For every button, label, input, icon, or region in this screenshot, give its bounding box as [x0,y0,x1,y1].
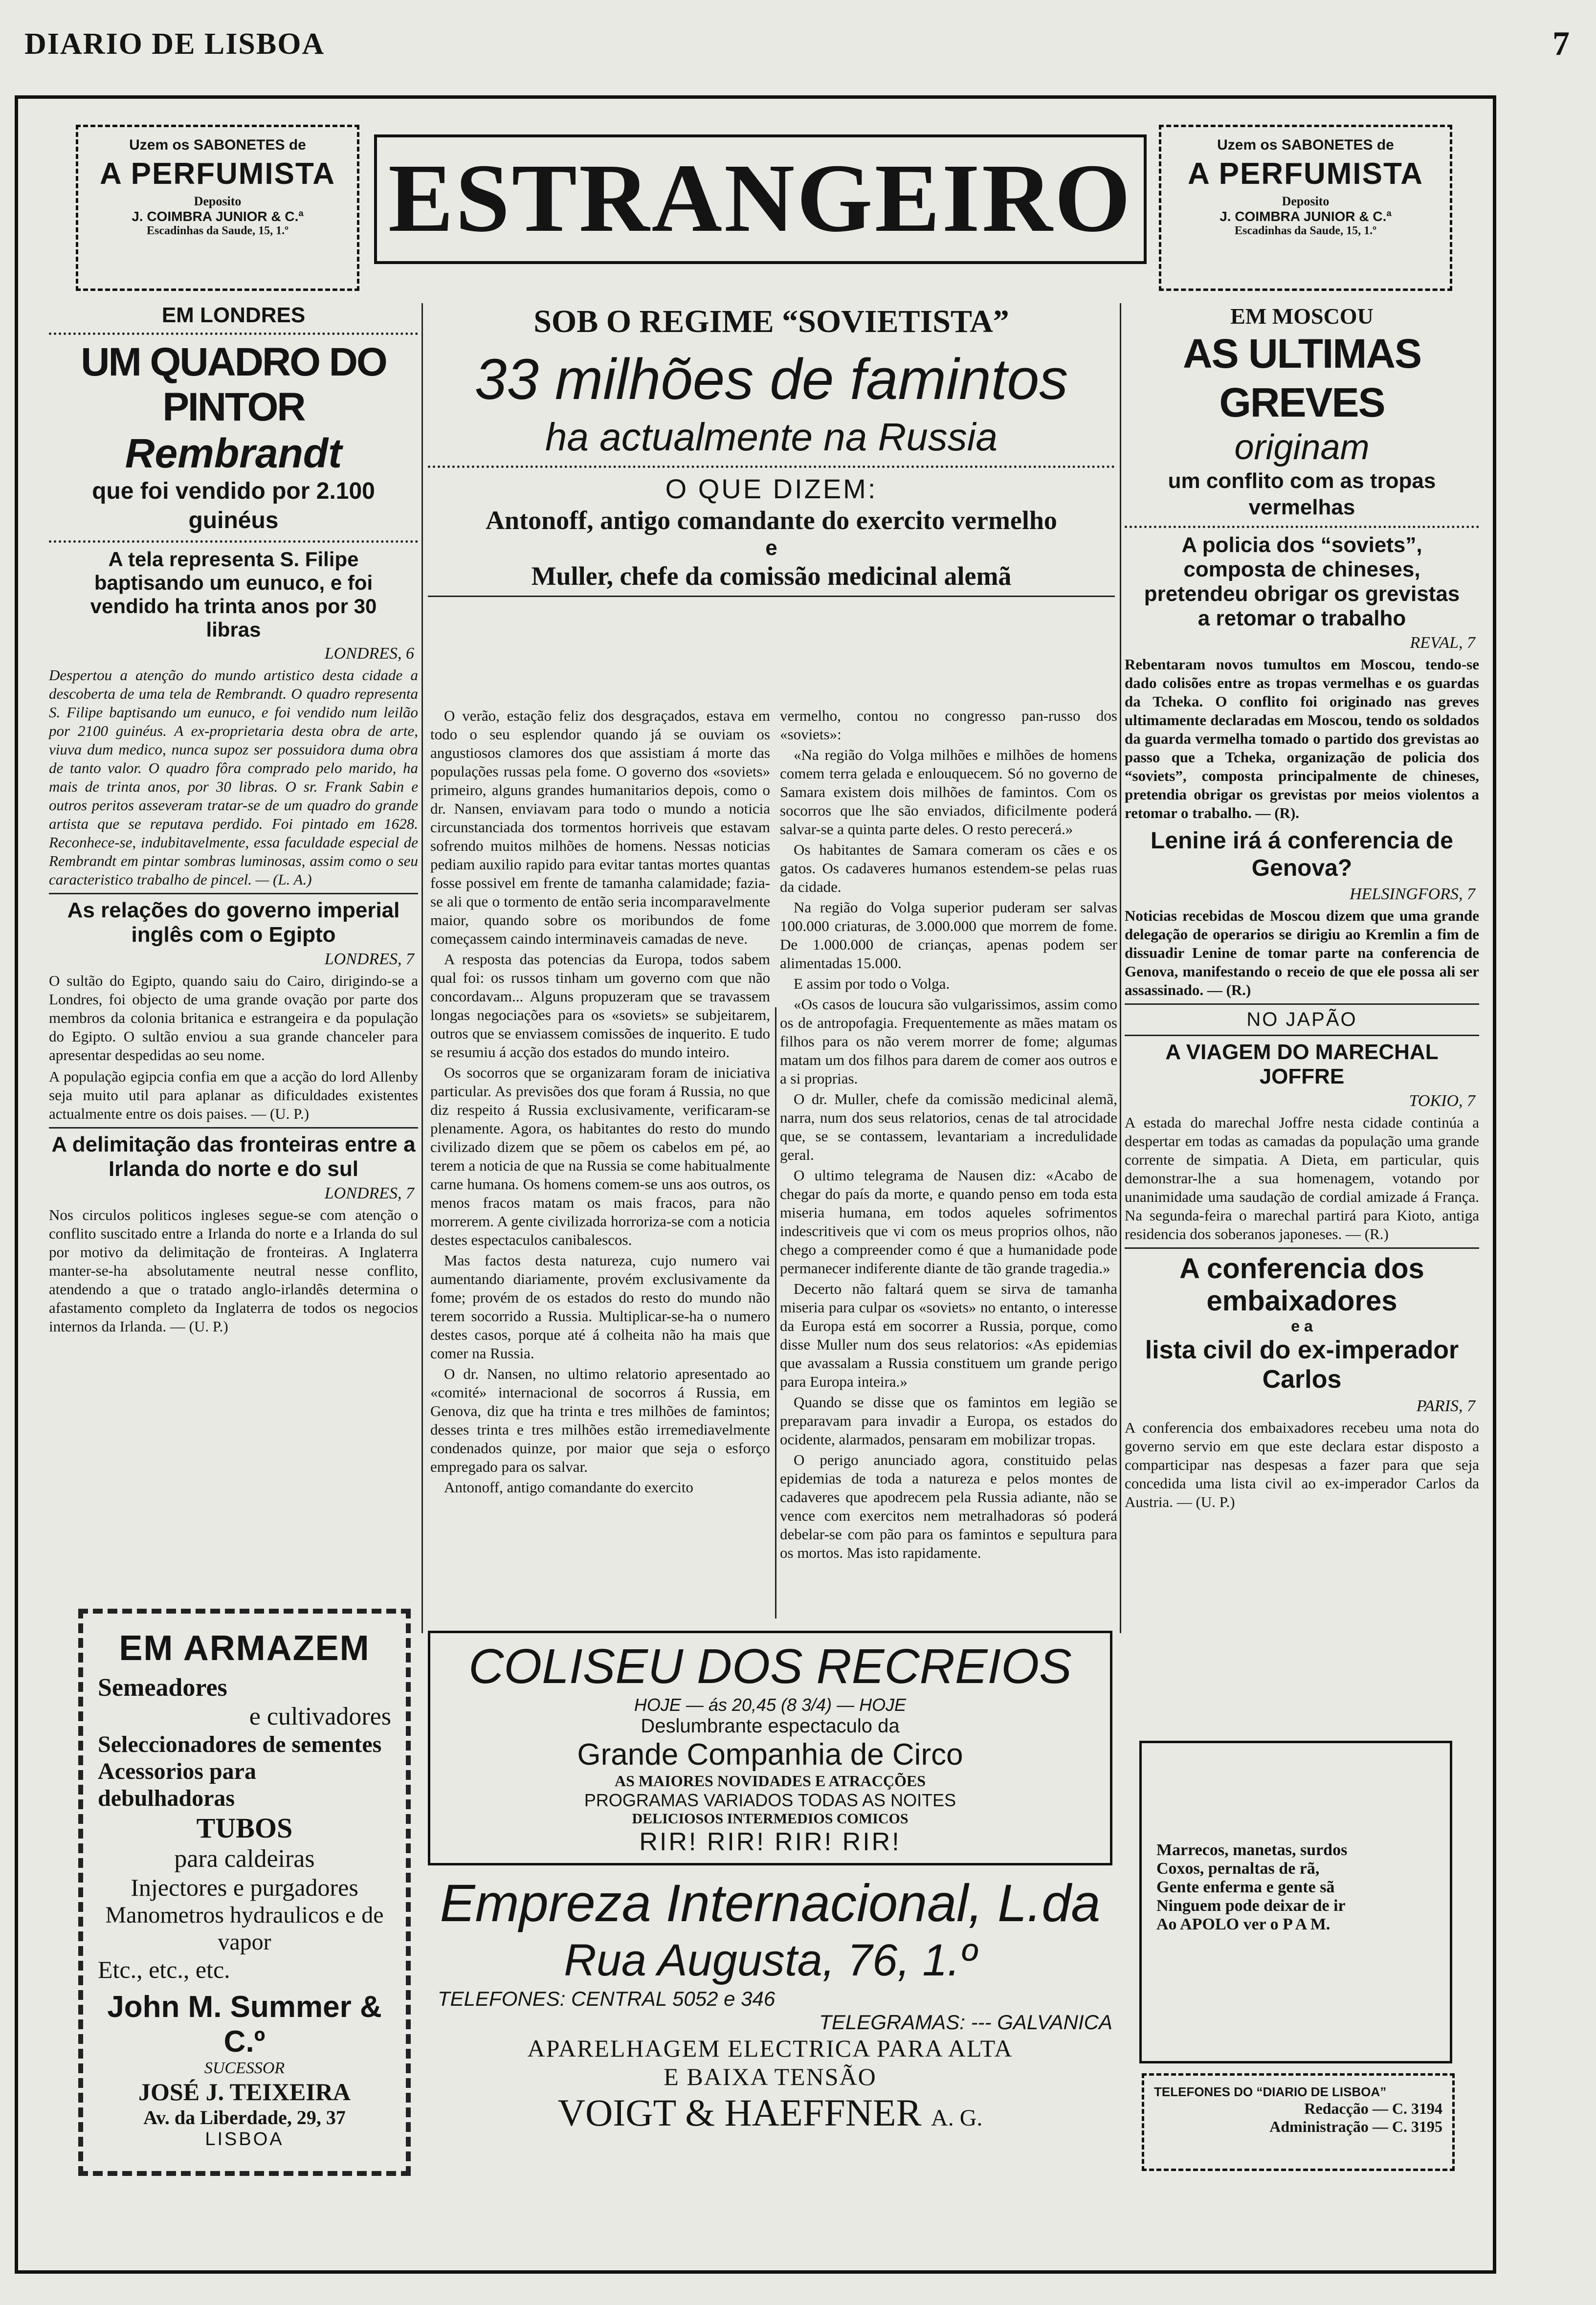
ad-line: para caldeiras [174,1845,315,1873]
ad-line: e cultivadores [249,1703,391,1730]
paragraph: Na região do Volga superior puderam ser salvas 100.000 criaturas, de 3.000.000 que morrem de fome. De 1.000.000 de crianças, apenas podem ser alimentadas 15.000. [780,899,1117,972]
section-title-box [374,134,1147,264]
ad-line: Acessorios para debulhadoras [98,1758,256,1811]
apolo-ad [1139,1741,1452,2063]
ad-line: E BAIXA TENSÃO [664,2063,877,2090]
dateline: HELSINGFORS, 7 [1350,885,1475,903]
article-body: A conferencia dos embaixadores recebeu uma nota do governo servio em que este declara estar disposto a comparticipar nas despesas a fazer para que seja concedida uma lista civil ao ex-imperador Carlos da Austria. — (U. P.) [1125,1419,1479,1510]
dateline: TOKIO, 7 [1409,1092,1475,1110]
headline: lista civil do ex-imperador Carlos [1145,1336,1459,1394]
ad-line: Av. da Liberdade, 29, 37 [143,2106,346,2128]
ad-line: Gente enferma e gente sã [1156,1878,1335,1896]
ad-line: JOSÉ J. TEIXEIRA [138,2078,351,2106]
paragraph: O verão, estação feliz dos desgraçados, estava em todo o seu esplendor quando já se ouviam os angustiosos clamores dos que assistiam á morte das populações russas pela fome. O governo dos «soviets» primeiro, alguns grandes humanitarios depois, como o dr. Nansen, enviavam para todo o mundo a noticia circunstanciada dos tormentos horriveis que estavam sofrendo muitos milhões de homens. Nessas noticias pediam auxilio rapido para evitar tantas mortes quantas fosse possivel em frente de tamanha calamidade; fazia-se ali que o tormento de então seria incomparavelmente maior, quando sobre os moribundos de fome começassem caindo interminaveis camadas de neve. [430,707,770,947]
ad-line: Ninguem pode deixar de ir [1156,1897,1346,1915]
empreza-ad [428,1873,1112,2186]
paragraph: O ultimo telegrama de Nausen diz: «Acabo de chegar do país da morte, e quando penso em toda esta miseria humana, em todos aqueles sofrimentos indescritiveis que vi com os meus proprios olhos, não chego a compreender como é que a humanidade pode permanecer indiferente diante de tão grande tragedia.» [780,1167,1117,1277]
ad-line: AS MAIORES NOVIDADES E ATRACÇÕES [615,1772,926,1790]
paragraph: Os socorros que se organizaram foram de iniciativa particular. As previsões dos que foram á Russia, no que diz respeito á Russia exclusivamente, verificaram-se plenamente. Agora, os habitantes do resto do mundo civilizado dizem que se põem os cabelos em pé, ao terem a noticia de que na Russia se come habitualmente carne humana. Os homens comem-se uns aos outros, os menos fracos matam os mais fracos, para não morrerem. A gente civilizada horroriza-se com a noticia destes espectaculos canibalescos. [430,1064,770,1248]
paragraph: E assim por todo o Volga. [794,975,950,992]
ad-line: TUBOS [196,1812,293,1844]
paragraph: O dr. Nansen, no ultimo relatorio apresentado ao «comité» internacional de socorros á Russia, em Genova, diz que ha trinta e tres milhões de famintos; desses trinta e tres milhões estão irremediavelmente condenados quinze, por maior que seja o esforço empregado para os salvar. [430,1365,770,1475]
ad-line: Uzem os SABONETES de [129,137,306,153]
dateline: LONDRES, 7 [324,950,414,968]
headline: um conflito com as tropas vermelhas [1168,469,1436,519]
center-article-col2 [780,707,1117,1564]
article-body: Despertou a atenção do mundo artistico desta cidade a descoberta de uma tela de Rembrandt. O quadro representa S. Filipe baptisando um eunuco, e foi vendido num leilão por 2100 guinéus. A ex-proprietaria desta obra de arte, viuva dum medico, nunca supoz ser possuidora duma obra de tanto valor. O quadro fôra comprado pelo marido, ha mais de trinta anos, por 30 libras. O sr. Frank Sabin e outros peritos asseveram tratar-se de um quadro do grande artista que se reputava perdido. Foi pintado em 1628. Reconhece-se, indubitavelmente, essa faculdade especial de Rembrandt em pintar sombras luminosas, assim como o seu caracteristico trabalho de pincel. — (L. A.) [49,666,418,888]
paragraph: A resposta das potencias da Europa, todos sabem qual foi: os russos tinham um governo com que não concordavam... Alguns propuzeram que se travassem longas negociações para os «soviets» se subjeitarem, outros que se enviassem comissões de inquerito. E tudo se resumiu á acção dos estados do mundo inteiro. [430,951,770,1061]
ad-line: APARELHAGEM ELECTRICA PARA ALTA [527,2035,1013,2062]
headline: que foi vendido por 2.100 guinéus [92,478,375,533]
main-headline: 33 milhões de famintos [474,347,1068,412]
ad-title: EM ARMAZEM [119,1629,370,1668]
ad-line: Seleccionadores de sementes [98,1731,382,1757]
dateline: PARIS, 7 [1416,1397,1475,1415]
left-column [49,303,418,1336]
ad-brand: VOIGT & HAEFFNER [557,2091,922,2134]
perfumista-ad-right [1159,125,1452,291]
headline: As relações do governo imperial inglês com o Egipto [67,898,400,947]
ad-line: LISBOA [205,2129,284,2150]
headline: Lenine irá á conferencia de Genova? [1151,828,1453,881]
headline: originam [1234,428,1370,467]
paragraph: O perigo anunciado agora, constituido pelas epidemias de toda a natureza e pelos montes de cadaveres que apodrecem pela Russia adiante, não se vence com exercitos nem metralhadoras só poderá debelar-se com pão para os famintos e sepultura para os mortos. Mas isto rapidamente. [780,1451,1117,1561]
article-body: Rebentaram novos tumultos em Moscou, tendo-se dado colisões entre as tropas vermelhas e os guardas da Tcheka. O conflito foi originado nas greves ultimamente declaradas em Moscou, tendo os soldados da guarda vermelha tomado o partido dos grevistas ao passo que a Tcheka, organização de policia dos “soviets”, composta principalmente de chineses, pretendia obrigar os grevistas por meios violentos a retomar o trabalho. — (R). [1125,656,1479,821]
deck: Antonoff, antigo comandante do exercito vermelho [486,506,1057,535]
ad-line: Marrecos, manetas, surdos [1156,1841,1348,1859]
paragraph: «Os casos de loucura são vulgarissimos, assim como os de antropofagia. Frequentemente as mães matam os filhos para os não verem morrer de fome; algumas matam um dos filhos para darem de comer aos outros e a si proprias. [780,996,1117,1087]
deck-and: e [765,536,777,560]
paragraph: «Na região do Volga milhões e milhões de homens comem terra gelada e enlouquecem. Só no governo de Samara existem dois milhões de famintos. Com os socorros que lhe são enviados, dificilmente poderá salvar-se a quinta parte deles. O resto perecerá.» [780,746,1117,838]
ad-line: Escadinhas da Saude, 15, 1.º [1234,224,1376,237]
ad-line: PROGRAMAS VARIADOS TODAS AS NOITES [584,1790,956,1810]
masthead-paper-name: DIARIO DE LISBOA [24,27,325,61]
kicker: EM LONDRES [161,303,306,327]
article-body: A estada do marechal Joffre nesta cidade continúa a despertar em todas as camadas da população uma grande corrente de simpatia. A Dieta, em particular, quis demonstrar-lhe a sua homenagem, votando por unanimidade uma saudação de cordial amizade á França. Na segunda-feira o marechal partirá para Kioto, antiga residencia dos soberanos japoneses. — (R.) [1125,1114,1479,1242]
center-article-col1 [430,707,770,1499]
paragraph: Mas factos desta natureza, cujo numero vai aumentando diariamente, provém exclusivamente da fome; provém de os estados do resto do mundo não terem socorrido a Russia. Multiplicar-se-ha o numero destes casos, porque até á colheita não ha mais que comer na Russia. [430,1252,770,1362]
headline: UM QUADRO DO PINTOR [81,340,386,429]
article-body: Noticias recebidas de Moscou dizem que uma grande delegação de operarios se dirigiu ao Kremlin a fim de dissuadir Lenine de tomar parte na conferencia de Genova, manifestando o receio de que ele possa ali ser assassinado. — (R.) [1125,907,1479,998]
ad-firm: John M. Summer & C.º [107,1990,382,2059]
ad-line: Manometros hydraulicos e de vapor [105,1902,384,1955]
paragraph: O dr. Muller, chefe da comissão medicinal alemã, narra, num dos seus relatorios, cenas de tal atrocidade que, se se contassem, levantariam a incredulidade geral. [780,1090,1117,1163]
headline: AS ULTIMAS GREVES [1182,331,1421,425]
right-column [1125,303,1479,1511]
ad-brand: A PERFUMISTA [99,157,336,191]
paragraph: Antonoff, antigo comandante do exercito [444,1479,693,1496]
coliseu-ad [428,1631,1112,1865]
ad-line: RIR! RIR! RIR! RIR! [639,1828,901,1856]
paragraph: Decerto não faltará quem se sirva de tamanha miseria para culpar os «soviets» no entanto, o interesse da Europa está em socorrer a Russia, porque, como disse Muller num dos seus relatorios: «As epidemias que avassalam a Russia constituem um grande perigo para Europa inteira.» [780,1280,1117,1390]
column-rule [775,1007,776,1618]
subhead: O QUE DIZEM: [665,473,878,504]
headline: e a [1291,1317,1313,1335]
ad-line: Grande Companhia de Circo [577,1738,963,1772]
dateline: LONDRES, 6 [324,644,414,663]
kicker: EM MOSCOU [1230,304,1374,329]
headline: A delimitação das fronteiras entre a Irlanda do norte e do sul [51,1132,416,1181]
center-column [428,303,1115,601]
ad-line: Semeadores [98,1674,227,1702]
ad-line: J. COIMBRA JUNIOR & C.ª [132,209,304,224]
telefones-line: Administração — C. 3195 [1269,2118,1442,2135]
ad-title: COLISEU DOS RECREIOS [468,1639,1072,1694]
ad-line: SUCESSOR [204,2059,285,2077]
ad-line: J. COIMBRA JUNIOR & C.ª [1219,209,1392,224]
ad-line: Deposito [194,194,242,208]
ad-line: Deslumbrante espectaculo da [641,1715,900,1737]
deck: A tela representa S. Filipe baptisando um eunuco, e foi vendido ha trinta anos por 30 libras [90,548,377,641]
column-rule [1120,303,1121,1633]
em-armazem-ad [78,1609,411,2176]
telefones-box [1142,2073,1455,2171]
telefones-line: Redacção — C. 3194 [1304,2100,1442,2117]
telefones-title: TELEFONES DO “DIARIO DE LISBOA” [1154,2084,1387,2099]
paragraph: Quando se disse que os famintos em legião se preparavam para invadir a Europa, os estados do ocidente, alarmados, pensaram em mobilizar tropas. [780,1394,1117,1448]
kicker: SOB O REGIME “SOVIETISTA” [533,304,1009,339]
ad-line: DELICIOSOS INTERMEDIOS COMICOS [632,1811,909,1827]
page-number: 7 [1552,25,1570,63]
ad-brand-suffix: A. G. [931,2105,983,2131]
dateline: LONDRES, 7 [324,1184,414,1202]
ad-line: Etc., etc., etc. [98,1956,230,1983]
paragraph: vermelho, contou no congresso pan-russo dos «soviets»: [780,707,1117,743]
paragraph: Os habitantes de Samara comeram os cães e os gatos. Os cadaveres humanos estendem-se pelas ruas da cidade. [780,841,1117,895]
main-subheadline: ha actualmente na Russia [545,415,998,459]
ad-line: Uzem os SABONETES de [1217,137,1394,153]
headline: A conferencia dos embaixadores [1179,1253,1424,1317]
dateline: REVAL, 7 [1410,634,1475,652]
column-rule [421,303,423,1633]
ad-line: Deposito [1282,194,1330,208]
ad-line: Escadinhas da Saude, 15, 1.º [146,224,288,237]
section-title: ESTRANGEIRO [388,144,1133,252]
article-body: Nos circulos politicos ingleses segue-se com atenção o conflito suscitado entre a Irlanda do norte e a Irlanda do sul por motivo da delimitação de fronteiras. A Inglaterra manter-se-ha absolutamente neutral nesse conflito, atendendo a que o tratado anglo-irlandês determina o afastamento completo da Inglaterra de todos os negocios internos da Irlanda. — (U. P.) [49,1206,418,1335]
article-body: A população egipcia confia em que a acção do lord Allenby seja muito util para aplanar as dificuldades existentes actualmente entre os dois paises. — (U. P.) [49,1068,418,1122]
ad-line: Injectores e purgadores [131,1874,358,1901]
ad-line: TELEFONES: CENTRAL 5052 e 346 [438,1987,776,2010]
ad-line: Coxos, pernaltas de rã, [1156,1860,1320,1878]
kicker: NO JAPÃO [1246,1009,1357,1030]
article-body: O sultão do Egipto, quando saiu do Cairo, dirigindo-se a Londres, foi objecto de uma grande ovação por parte dos membros da colonia britanica e estrangeira e da população do Egipto. O sultão enviou a sua grande chanceler para apresentar despedidas ao seu nome. [49,972,418,1064]
ad-brand: A PERFUMISTA [1187,157,1424,191]
deck: Muller, chefe da comissão medicinal alemã [531,561,1012,591]
ad-brand-line [428,2091,1112,2135]
ad-line: Rua Augusta, 76, 1.º [564,1935,976,1985]
perfumista-ad-left [76,125,359,291]
ad-line: TELEGRAMAS: --- GALVANICA [819,2011,1112,2034]
deck: A policia dos “soviets”, composta de chineses, pretendeu obrigar os grevistas a retomar o trabalho [1144,533,1460,630]
ad-title: Empreza Internacional, L.da [440,1873,1101,1932]
ad-line: HOJE — ás 20,45 (8 3/4) — HOJE [634,1695,907,1715]
headline-name: Rembrandt [125,430,342,476]
headline: A VIAGEM DO MARECHAL JOFFRE [1165,1040,1439,1088]
ad-line: Ao APOLO ver o P A M. [1156,1915,1330,1933]
